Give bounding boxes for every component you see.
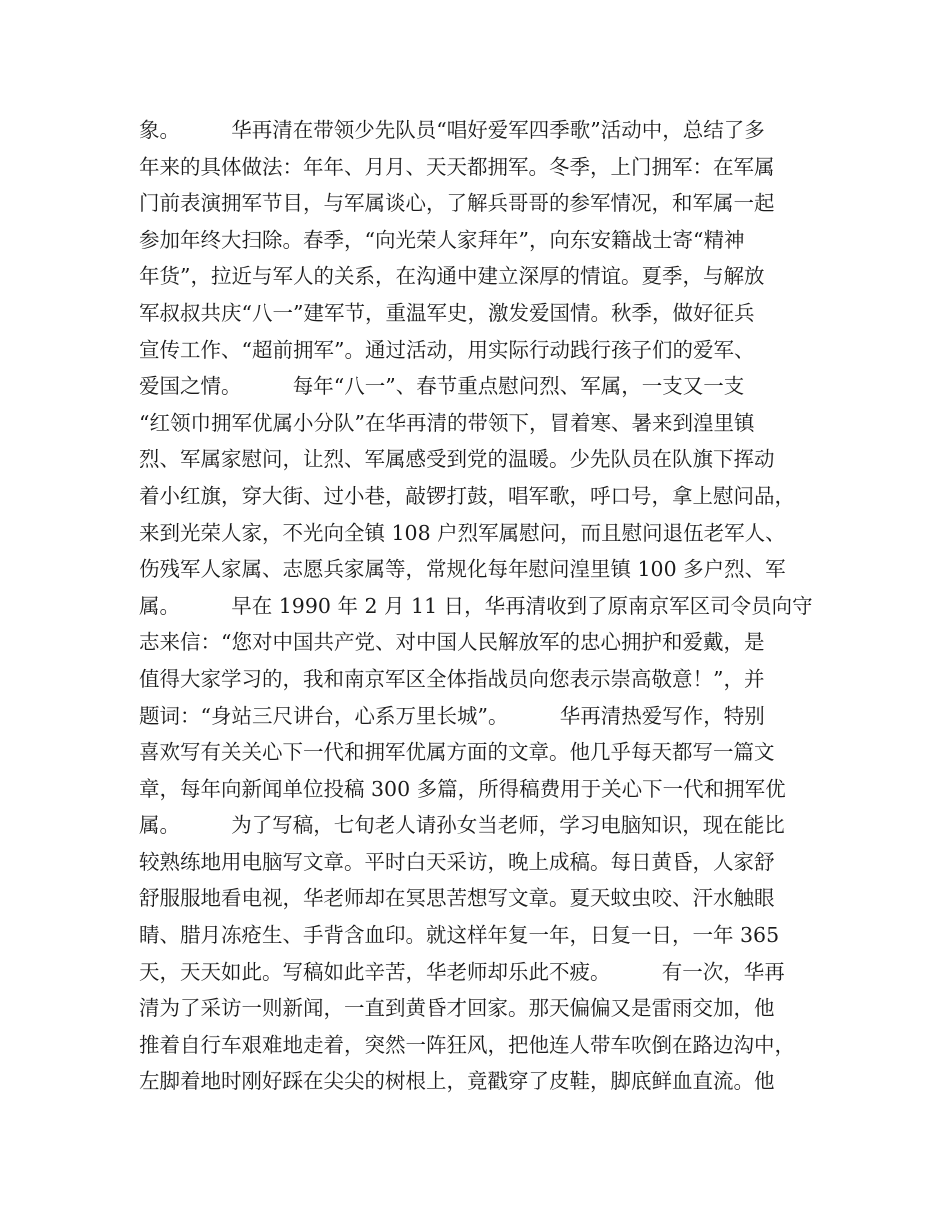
text-line: 左脚着地时刚好踩在尖尖的树根上，竟戳穿了皮鞋，脚底鲜血直流。他 bbox=[139, 1069, 775, 1094]
text-line: 来到光荣人家，不光向全镇 108 户烈军属慰问，而且慰问退伍老军人、 bbox=[139, 520, 786, 545]
text-line: 题词：“身站三尺讲台，心系万里长城”。 华再清热爱写作，特别 bbox=[139, 703, 765, 728]
text-line: 烈、军属家慰问，让烈、军属感受到党的温暖。少先队员在队旗下挥动 bbox=[139, 447, 775, 472]
text-line: 年货”，拉近与军人的关系，在沟通中建立深厚的情谊。夏季，与解放 bbox=[139, 264, 765, 289]
text-line: 睛、腊月冻疮生、手背含血印。就这样年复一年，日复一日，一年 365 bbox=[139, 923, 780, 948]
text-line: 舒服服地看电视，华老师却在冥思苦想写文章。夏天蚊虫咬、汗水触眼 bbox=[139, 886, 775, 911]
text-line: 章，每年向新闻单位投稿 300 多篇，所得稿费用于关心下一代和拥军优 bbox=[139, 776, 786, 801]
text-line: 象。 华再清在带领少先队员“唱好爱军四季歌”活动中，总结了多 bbox=[139, 118, 765, 142]
text-line: 较熟练地用电脑写文章。平时白天采访，晚上成稿。每日黄昏，人家舒 bbox=[139, 849, 775, 874]
text-line: 志来信：“您对中国共产党、对中国人民解放军的忠心拥护和爱戴，是 bbox=[139, 630, 765, 655]
text-line: 清为了采访一则新闻，一直到黄昏才回家。那天偏偏又是雷雨交加，他 bbox=[139, 996, 775, 1021]
text-line: 属。 早在 1990 年 2 月 11 日，华再清收到了原南京军区司令员向守 bbox=[139, 593, 813, 618]
text-line: 军叔叔共庆“八一”建军节，重温军史，激发爱国情。秋季，做好征兵 bbox=[139, 300, 755, 325]
text-line: 爱国之情。 每年“八一”、春节重点慰问烈、军属，一支又一支 bbox=[139, 374, 745, 399]
body-text bbox=[139, 112, 829, 1100]
text-line: “红领巾拥军优属小分队”在华再清的带领下，冒着寒、暑来到湟里镇 bbox=[139, 410, 755, 435]
text-line: 宣传工作、“超前拥军”。通过活动，用实际行动践行孩子们的爱军、 bbox=[139, 337, 755, 362]
text-line: 着小红旗，穿大街、过小巷，敲锣打鼓，唱军歌，呼口号，拿上慰问品， bbox=[139, 483, 795, 508]
text-line: 喜欢写有关关心下一代和拥军优属方面的文章。他几乎每天都写一篇文 bbox=[139, 740, 775, 765]
text-line: 天，天天如此。写稿如此辛苦，华老师却乐此不疲。 有一次，华再 bbox=[139, 959, 785, 984]
text-line: 年来的具体做法：年年、月月、天天都拥军。冬季，上门拥军：在军属 bbox=[139, 154, 775, 179]
text-line: 伤残军人家属、志愿兵家属等，常规化每年慰问湟里镇 100 多户烈、军 bbox=[139, 557, 786, 582]
text-line: 参加年终大扫除。春季，“向光荣人家拜年”，向东安籍战士寄“精神 bbox=[139, 227, 745, 252]
text-line: 推着自行车艰难地走着，突然一阵狂风，把他连人带车吹倒在路边沟中， bbox=[139, 1032, 795, 1057]
text-line: 属。 为了写稿，七旬老人请孙女当老师，学习电脑知识，现在能比 bbox=[139, 813, 785, 838]
text-line: 值得大家学习的，我和南京军区全体指战员向您表示崇高敬意！”，并 bbox=[139, 666, 765, 691]
text-line: 门前表演拥军节目，与军属谈心，了解兵哥哥的参军情况，和军属一起 bbox=[139, 191, 775, 216]
